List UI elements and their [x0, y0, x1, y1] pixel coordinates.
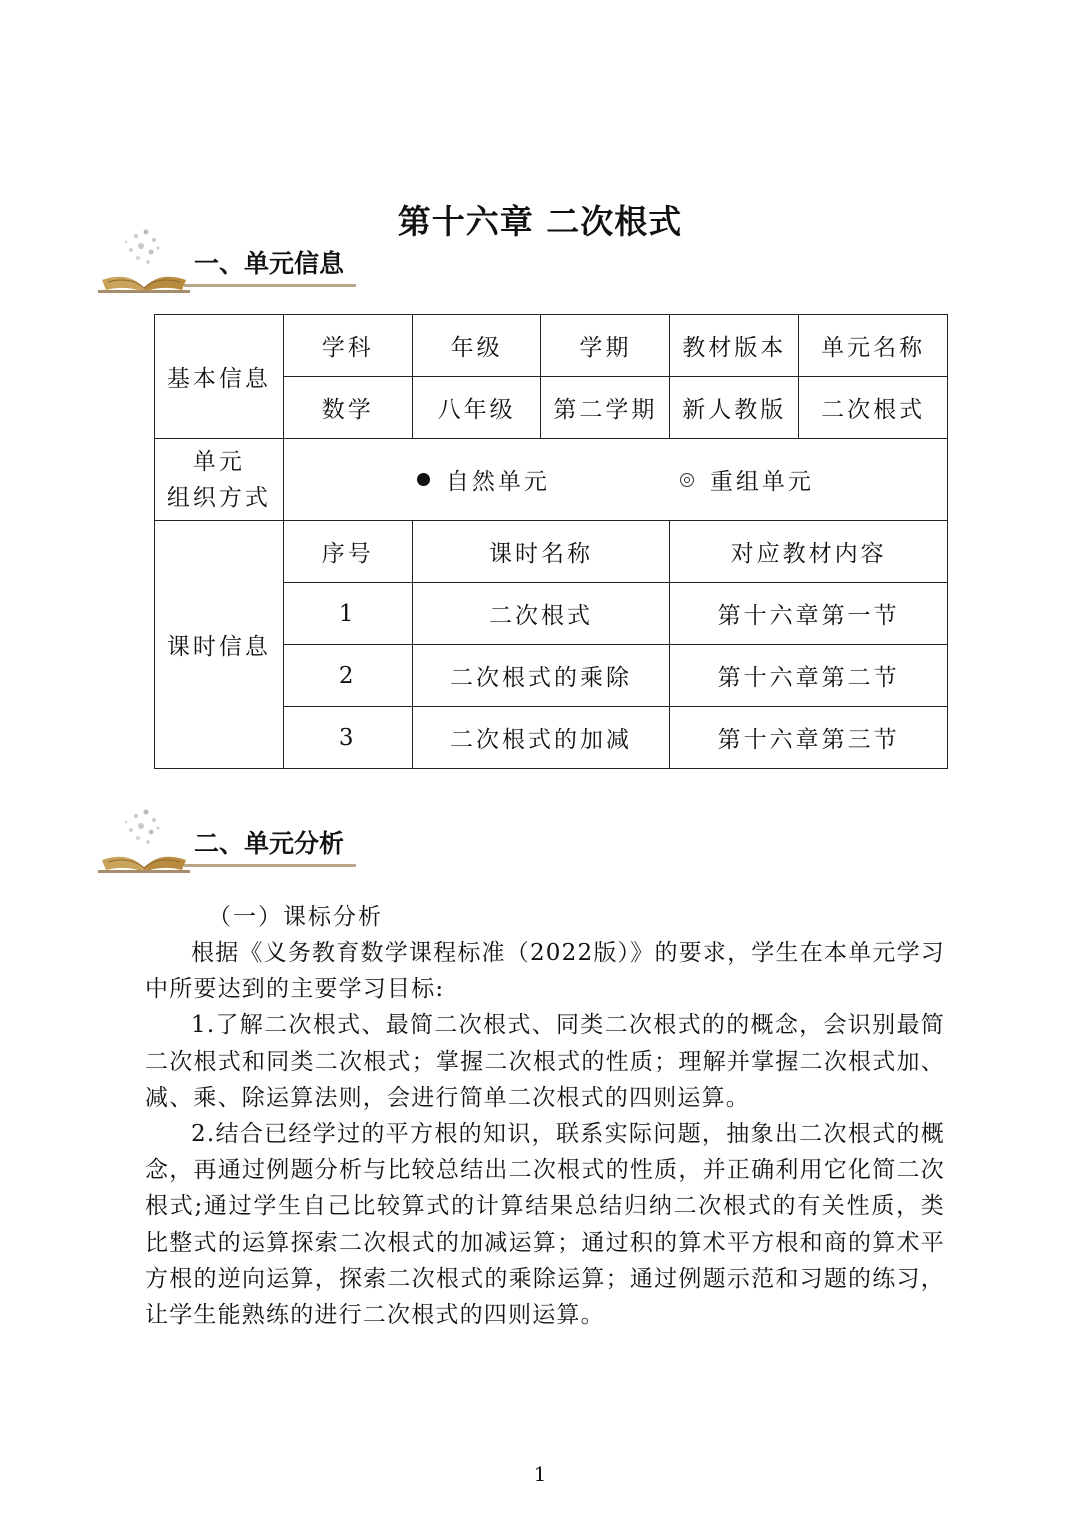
section-underline	[184, 284, 356, 287]
org-label-line2: 组织方式	[166, 484, 271, 511]
value-edition: 新人教版	[670, 377, 799, 439]
lesson-no: 2	[283, 645, 412, 707]
lesson-info-label: 课时信息	[155, 521, 284, 769]
option-regrouped-unit	[680, 463, 814, 496]
lesson-content: 第十六章第一节	[670, 583, 948, 645]
header-term: 学期	[541, 315, 670, 377]
header-edition: 教材版本	[670, 315, 799, 377]
lesson-no: 3	[283, 707, 412, 769]
paragraph: 2.结合已经学过的平方根的知识，联系实际问题，抽象出二次根式的概念，再通过例题分析与比较总结出二次根式的性质，并正确利用它化简二次根式;通过学生自己比较算式的计算结果总结归纳二次根式的有关性质，类比整式的运算探索二次根式的加减运算；通过积的算术平方根和商的算术平方根的逆向运算，探索二次根式的乘除运算；通过例题示范和习题的练习，让学生能熟练的进行二次根式的四则运算。	[145, 1121, 945, 1329]
lesson-header-name: 课时名称	[412, 521, 670, 583]
value-term: 第二学期	[541, 377, 670, 439]
header-unit-name: 单元名称	[799, 315, 948, 377]
double-circle-icon	[680, 473, 694, 487]
subheading-curriculum-analysis: （一）课标分析	[208, 904, 383, 930]
section-underline	[184, 864, 356, 867]
section-heading-unit-info	[96, 226, 366, 296]
lesson-content: 第十六章第三节	[670, 707, 948, 769]
value-grade: 八年级	[412, 377, 541, 439]
lesson-name: 二次根式	[412, 583, 670, 645]
filled-dot-icon	[417, 473, 430, 486]
section-heading-label: 一、单元信息	[194, 249, 345, 278]
lesson-header-no: 序号	[283, 521, 412, 583]
option-natural-unit	[417, 463, 550, 496]
open-book-icon	[96, 806, 191, 876]
chapter-title: 第十六章 二次根式	[397, 202, 683, 241]
paragraph: 1.了解二次根式、最简二次根式、同类二次根式的的概念，会识别最简二次根式和同类二次根式；掌握二次根式的性质；理解并掌握二次根式加、减、乘、除运算法则，会进行简单二次根式的四则运算。	[145, 1012, 945, 1111]
option-label: 自然单元	[445, 469, 550, 495]
lesson-name: 二次根式的加减	[412, 707, 670, 769]
value-unit-name: 二次根式	[799, 377, 948, 439]
basic-info-label: 基本信息	[155, 315, 284, 439]
header-grade: 年级	[412, 315, 541, 377]
page-number: 1	[533, 1462, 547, 1486]
lesson-no: 1	[283, 583, 412, 645]
open-book-icon	[96, 226, 191, 296]
lesson-name: 二次根式的乘除	[412, 645, 670, 707]
section-heading-unit-analysis	[96, 806, 366, 876]
section-heading-label: 二、单元分析	[194, 829, 345, 858]
value-subject: 数学	[283, 377, 412, 439]
paragraph: 根据《义务教育数学课程标准（2022版）》的要求，学生在本单元学习中所要达到的主要学习目标:	[145, 940, 945, 1003]
org-method-label	[155, 439, 284, 521]
unit-info-table	[154, 314, 948, 769]
analysis-body	[145, 935, 945, 1333]
lesson-content: 第十六章第二节	[670, 645, 948, 707]
org-label-line1: 单元	[192, 448, 245, 475]
option-label: 重组单元	[709, 469, 814, 495]
org-method-options	[283, 439, 947, 521]
header-subject: 学科	[283, 315, 412, 377]
lesson-header-content: 对应教材内容	[670, 521, 948, 583]
